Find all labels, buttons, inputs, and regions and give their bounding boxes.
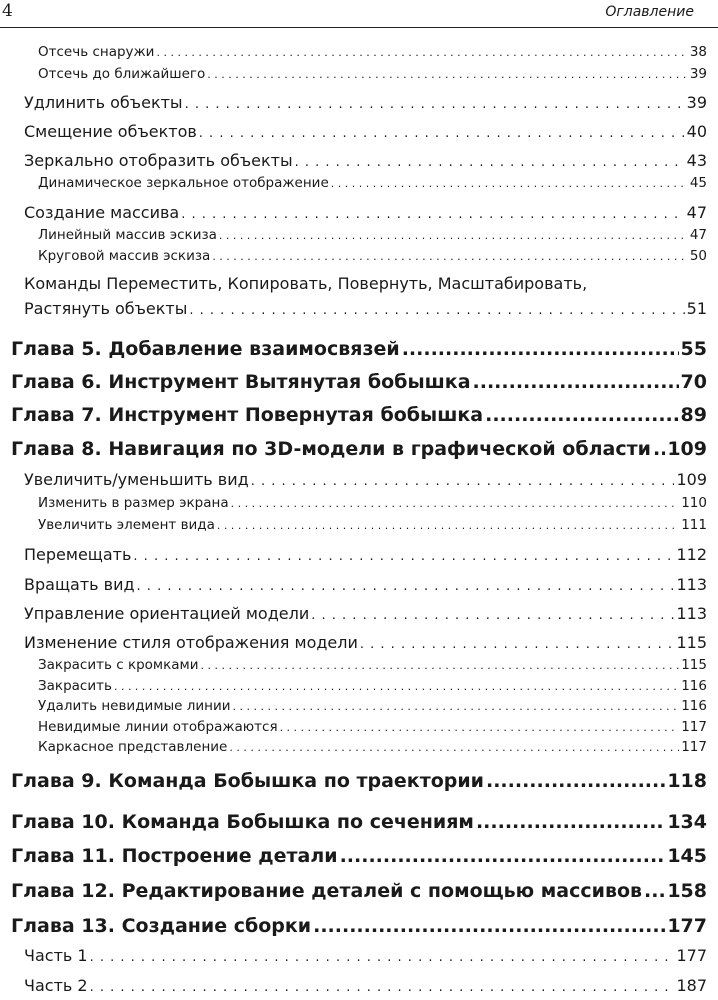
dot-leader xyxy=(331,177,688,190)
toc-entry[interactable] xyxy=(24,203,707,222)
toc-entry[interactable] xyxy=(38,227,707,243)
toc-entry-page: 115 xyxy=(676,633,707,652)
dot-leader xyxy=(402,338,679,360)
dot-leader xyxy=(340,845,666,867)
toc-entry-page: 115 xyxy=(681,657,707,673)
toc-entry-label: Закрасить xyxy=(38,678,112,694)
toc-entry[interactable] xyxy=(38,678,707,694)
dot-leader xyxy=(181,207,684,222)
dot-leader xyxy=(185,97,685,112)
toc-entry[interactable] xyxy=(38,248,707,264)
toc-entry-page: 117 xyxy=(681,719,707,735)
toc-entry-label: Перемещать xyxy=(24,545,132,564)
toc-entry-page: 39 xyxy=(689,66,707,82)
dot-leader xyxy=(485,404,678,426)
toc-entry-page: 177 xyxy=(676,946,707,965)
toc-chapter-label: Глава 13. Создание сборки xyxy=(11,915,312,937)
dot-leader xyxy=(280,721,680,734)
toc-entry-page: 117 xyxy=(681,739,707,755)
toc-entry-page: 112 xyxy=(676,545,707,564)
toc-chapter-page: 145 xyxy=(667,845,707,867)
dot-leader xyxy=(653,438,665,460)
dot-leader xyxy=(233,700,680,713)
toc-chapter[interactable] xyxy=(11,880,707,902)
toc-entry-label: Отсечь снаружи xyxy=(38,44,155,60)
toc-entry-label: Управление ориентацией модели xyxy=(24,604,310,623)
toc-entry-label: Удлинить объекты xyxy=(24,93,183,112)
toc-entry[interactable] xyxy=(24,470,707,489)
dot-leader xyxy=(212,250,688,263)
dot-leader xyxy=(207,68,688,81)
toc-entry[interactable] xyxy=(38,44,707,60)
page-header xyxy=(0,0,718,26)
dot-leader xyxy=(231,497,680,510)
dot-leader xyxy=(360,637,675,652)
toc-chapter[interactable] xyxy=(11,845,707,867)
toc-entry-page: 116 xyxy=(681,678,707,694)
toc-chapter[interactable] xyxy=(11,338,707,360)
toc-chapter-page: 109 xyxy=(667,438,707,460)
toc-entry[interactable] xyxy=(38,657,707,673)
dot-leader xyxy=(114,680,679,693)
toc-entry[interactable] xyxy=(24,633,707,652)
toc-entry-label: Увеличить элемент вида xyxy=(38,517,215,533)
dot-leader xyxy=(90,950,675,965)
toc-entry-page: 116 xyxy=(681,698,707,714)
toc-chapter-label: Глава 7. Инструмент Повернутая бобышка xyxy=(11,404,484,426)
dot-leader xyxy=(311,608,674,623)
toc-entry-label: Круговой массив эскиза xyxy=(38,248,211,264)
toc-entry-page: 39 xyxy=(686,93,707,112)
toc-entry[interactable] xyxy=(38,719,707,735)
toc-entry-label: Каркасное представление xyxy=(38,739,228,755)
dot-leader xyxy=(295,155,685,170)
toc-entry-label: Вращать вид xyxy=(24,575,135,594)
toc-entry-label: Линейный массив эскиза xyxy=(38,227,217,243)
toc-entry[interactable] xyxy=(38,517,707,533)
toc-entry[interactable] xyxy=(24,575,707,594)
toc-entry-label: Отсечь до ближайшего xyxy=(38,66,206,82)
toc-entry-page: 113 xyxy=(676,575,707,594)
dot-leader xyxy=(229,741,679,754)
toc-chapter-label: Глава 10. Команда Бобышка по сечениям xyxy=(11,811,474,833)
dot-leader xyxy=(133,549,674,564)
dot-leader xyxy=(189,303,684,318)
toc-entry-page: 113 xyxy=(676,604,707,623)
toc-entry-page: 40 xyxy=(686,122,707,141)
toc-entry[interactable] xyxy=(24,946,707,965)
toc-entry[interactable] xyxy=(24,299,707,318)
toc-entry-page: 187 xyxy=(676,976,707,995)
toc-chapter[interactable] xyxy=(11,811,707,833)
toc-chapter-page: 177 xyxy=(667,915,707,937)
toc-entry-page: 110 xyxy=(681,495,707,511)
toc-entry-page: 38 xyxy=(689,44,707,60)
toc-entry-label: Часть 2 xyxy=(24,976,88,995)
toc-entry[interactable] xyxy=(24,151,707,170)
toc-entry-page: 43 xyxy=(686,151,707,170)
toc-entry[interactable] xyxy=(38,698,707,714)
dot-leader xyxy=(217,519,679,532)
toc-entry[interactable] xyxy=(24,545,707,564)
toc-entry-page: 45 xyxy=(689,175,707,191)
toc-chapter-page: 158 xyxy=(667,880,707,902)
toc-entry-label-line1: Команды Переместить, Копировать, Повернуть, Масштабировать, xyxy=(24,274,588,293)
toc-entry-page: 51 xyxy=(686,299,707,318)
toc-entry-label: Изменить в размер экрана xyxy=(38,495,229,511)
toc-entry[interactable] xyxy=(24,976,707,995)
toc-entry-page: 47 xyxy=(689,227,707,243)
toc-chapter-label: Глава 12. Редактирование деталей с помощью массивов xyxy=(11,880,643,902)
toc-chapter[interactable] xyxy=(11,371,707,393)
toc-chapter[interactable] xyxy=(11,770,707,792)
dot-leader xyxy=(473,371,679,393)
dot-leader xyxy=(90,980,675,995)
dot-leader xyxy=(137,579,675,594)
toc-entry-page: 47 xyxy=(686,203,707,222)
toc-chapter-label: Глава 5. Добавление взаимосвязей xyxy=(11,338,400,360)
toc-chapter[interactable] xyxy=(11,404,707,426)
header-rule xyxy=(0,27,718,28)
toc-entry[interactable] xyxy=(38,175,707,191)
dot-leader xyxy=(199,126,685,141)
toc-entry[interactable] xyxy=(24,93,707,112)
toc-entry-label: Закрасить с кромками xyxy=(38,657,199,673)
toc-entry[interactable] xyxy=(38,66,707,82)
toc-chapter-page: 118 xyxy=(667,770,707,792)
dot-leader xyxy=(644,880,665,902)
dot-leader xyxy=(156,46,687,59)
toc-entry-label: Смещение объектов xyxy=(24,122,197,141)
toc-entry-label: Создание массива xyxy=(24,203,180,222)
toc-entry-label: Динамическое зеркальное отображение xyxy=(38,175,329,191)
toc-entry-label: Изменение стиля отображения модели xyxy=(24,633,358,652)
toc-chapter-label: Глава 11. Построение детали xyxy=(11,845,338,867)
toc-chapter-page: 89 xyxy=(680,404,707,426)
toc-entry-page: 111 xyxy=(681,517,707,533)
dot-leader xyxy=(476,811,665,833)
toc-entry[interactable] xyxy=(24,122,707,141)
toc-entry-page: 50 xyxy=(689,248,707,264)
dot-leader xyxy=(251,474,675,489)
toc-entry-label: Растянуть объекты xyxy=(24,299,188,318)
toc-entry-label: Увеличить/уменьшить вид xyxy=(24,470,249,489)
toc-chapter[interactable] xyxy=(11,438,707,460)
page-number: 4 xyxy=(2,1,13,21)
running-title: Оглавление xyxy=(605,4,694,20)
toc-chapter-label: Глава 9. Команда Бобышка по траектории xyxy=(11,770,484,792)
toc-entry-label: Зеркально отобразить объекты xyxy=(24,151,293,170)
toc-chapter-page: 55 xyxy=(680,338,707,360)
toc-chapter-page: 134 xyxy=(667,811,707,833)
toc-entry-label: Невидимые линии отображаются xyxy=(38,719,278,735)
toc-chapter-label: Глава 6. Инструмент Вытянутая бобышка xyxy=(11,371,471,393)
dot-leader xyxy=(486,770,665,792)
dot-leader xyxy=(219,229,688,242)
toc-entry-label: Часть 1 xyxy=(24,946,88,965)
toc-entry[interactable] xyxy=(24,604,707,623)
toc-entry-page: 109 xyxy=(676,470,707,489)
dot-leader xyxy=(201,659,680,672)
toc-chapter-label: Глава 8. Навигация по 3D-модели в графической области xyxy=(11,438,651,460)
toc-entry-label: Удалить невидимые линии xyxy=(38,698,231,714)
toc-chapter-page: 70 xyxy=(680,371,707,393)
dot-leader xyxy=(313,915,665,937)
toc-entry[interactable] xyxy=(38,739,707,755)
toc-chapter[interactable] xyxy=(11,915,707,937)
toc-entry[interactable] xyxy=(38,495,707,511)
